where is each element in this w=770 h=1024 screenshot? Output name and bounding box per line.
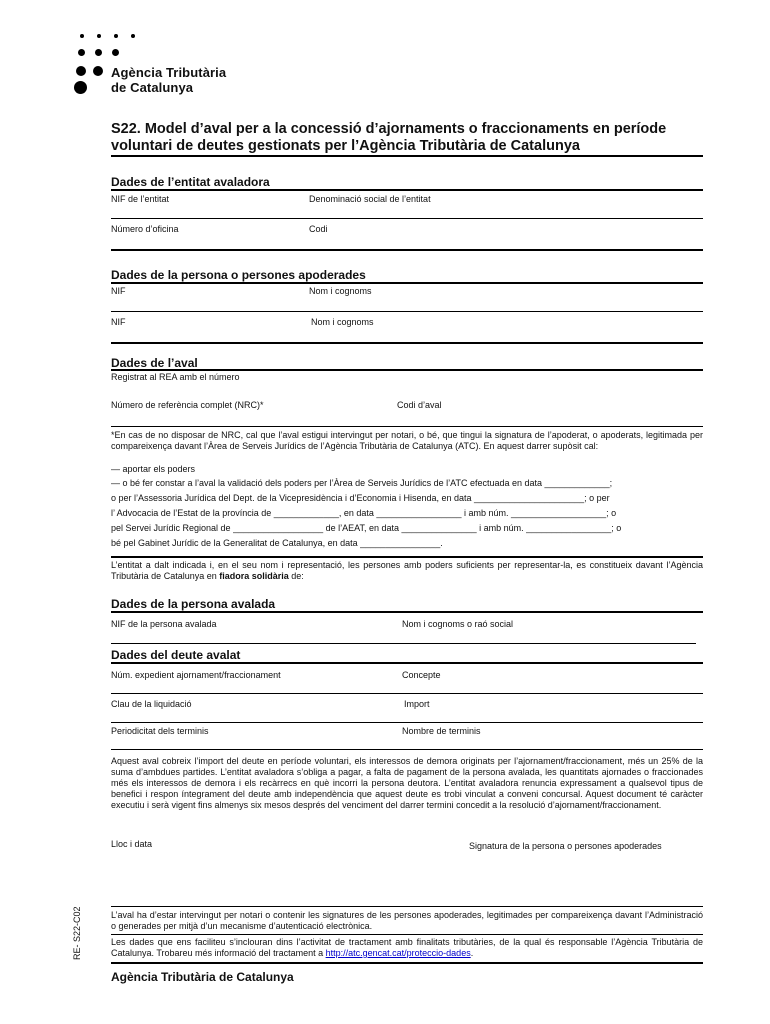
- coverage-paragraph: Aquest aval cobreix l’import del deute en període voluntari, els interessos de demora originats per l’ajornament/fraccionament, més un 25% de la suma d’ambdues partides. L’entitat avaladora s’obliga a pagar, a falta de pagament de la persona avalada, les quantitats ajornades o fraccionades més els interessos de demora i els recàrrecs en què incorri la persona deutora. L’entitat avaladora renuncia expressament a qualsevol tipus de benefici i respon íntegrament del deute amb independència que aquest deute es trobi vinculat a conveni concursal. Aquest document té caràcter executiu i serà vigent fins almenys six mesos després del venciment del darrer termini concedit a la resolució d’ajornament/fraccionament.: [111, 756, 703, 810]
- label-num-expedient: Núm. expedient ajornament/fraccionament: [111, 670, 281, 680]
- footer-note-2-tail: .: [470, 948, 474, 958]
- label-periodicitat: Periodicitat dels terminis: [111, 726, 209, 736]
- label-registrat-rea: Registrat al REA amb el número: [111, 372, 240, 382]
- label-nom-avalada: Nom i cognoms o raó social: [402, 619, 514, 629]
- field-line-apoderat-1[interactable]: [111, 311, 703, 312]
- label-import: Import: [404, 699, 430, 709]
- section-rule: [111, 282, 703, 284]
- fiadora-text: L’entitat a dalt indicada i, en el seu nom i representació, les persones amb poders suficients per representar-la, es constitueix davant l’Agència Tributària de Catalunya en: [111, 560, 703, 581]
- note-line-5: pel Servei Jurídic Regional de __________________ de l’AEAT, en data _______________ i amb núm. _________________; o: [111, 523, 622, 533]
- field-line-expedient[interactable]: [111, 693, 703, 694]
- label-nif-avalada: NIF de la persona avalada: [111, 619, 217, 629]
- footer-rule: [111, 906, 703, 907]
- side-form-code: RE- S22-C02: [72, 906, 82, 960]
- footer-note-1: L’aval ha d’estar intervingut per notari o contenir les signatures de les persones apoderades, legitimades per compareixença davant l’Administració o generades per mitjà d’un mecanisme d’autenticació electrònica.: [111, 910, 703, 931]
- section-entitat-heading: Dades de l’entitat avaladora: [111, 175, 270, 189]
- label-nif-entitat: NIF de l’entitat: [111, 194, 170, 204]
- field-line-nrc[interactable]: [111, 426, 703, 427]
- label-codi: Codi: [309, 224, 328, 234]
- nrc-note: *En cas de no disposar de NRC, cal que l’aval estigui intervingut per notari, o bé, que tingui la signatura de l’apoderat, o apoderats, legitimada per compareixença davant l’Àrea de Serveis Jurídics de l’Agència Tributària de Catalunya (ATC). En aquest darrer supòsit cal:: [111, 430, 703, 451]
- fiadora-tail: de:: [288, 571, 304, 581]
- logo-line2: de Catalunya: [111, 80, 194, 95]
- field-line-apoderat-2[interactable]: [111, 342, 703, 344]
- footer-brand: Agència Tributària de Catalunya: [111, 970, 294, 984]
- label-clau-liquidacio: Clau de la liquidació: [111, 699, 192, 709]
- label-signatura: Signatura de la persona o persones apoderades: [469, 841, 662, 851]
- field-line-oficina[interactable]: [111, 249, 703, 251]
- label-nrc: Número de referència complet (NRC)*: [111, 400, 264, 410]
- label-codi-aval: Codi d’aval: [397, 400, 442, 410]
- note-line-3: o per l’Assessoria Jurídica del Dept. de la Vicepresidència i d’Economia i Hisenda, en data ______________________; o per: [111, 493, 610, 503]
- label-nif-apoderat-1: NIF: [111, 286, 126, 296]
- section-apoderades-heading: Dades de la persona o persones apoderades: [111, 268, 366, 282]
- field-line-avalada[interactable]: [111, 643, 696, 644]
- section-deute-heading: Dades del deute avalat: [111, 648, 241, 662]
- label-concepte: Concepte: [402, 670, 441, 680]
- document-title: S22. Model d’aval per a la concessió d’ajornaments o fraccionaments en període voluntari de deutes gestionats per l’Agència Tributària de Catalunya: [111, 121, 667, 154]
- footer-note-2-text: Les dades que ens faciliteu s’inclouran dins l’activitat de tractament amb finalitats tributàries, de la qual és responsable l’Agència Tributària de Catalunya. Trobareu més informació del tractament a: [111, 937, 703, 958]
- note-line-6: bé pel Gabinet Jurídic de la Generalitat de Catalunya, en data ________________.: [111, 538, 443, 548]
- field-line-periodicitat[interactable]: [111, 749, 703, 750]
- title-rule: [111, 155, 703, 157]
- fiadora-bold: fiadora solidària: [219, 571, 289, 581]
- section-rule: [111, 189, 703, 191]
- label-nif-apoderat-2: NIF: [111, 317, 126, 327]
- footer-rule: [111, 962, 703, 964]
- note-line-4: l’ Advocacia de l’Estat de la província de _____________, en data _________________ i amb núm. ___________________; o: [111, 508, 617, 518]
- section-rule: [111, 662, 703, 664]
- field-line-entitat[interactable]: [111, 218, 703, 219]
- section-aval-heading: Dades de l’aval: [111, 356, 198, 370]
- footer-note-2: [111, 937, 703, 959]
- section-avalada-heading: Dades de la persona avalada: [111, 597, 276, 611]
- footer-rule: [111, 934, 703, 935]
- fiadora-statement: [111, 560, 703, 582]
- label-nom-apoderat-2: Nom i cognoms: [311, 317, 374, 327]
- label-oficina: Número d’oficina: [111, 224, 179, 234]
- field-line-clau[interactable]: [111, 722, 703, 723]
- label-lloc-data: Lloc i data: [111, 839, 153, 849]
- section-rule: [111, 369, 703, 371]
- label-nombre-terminis: Nombre de terminis: [402, 726, 481, 736]
- privacy-link[interactable]: http://atc.gencat.cat/proteccio-dades: [325, 948, 471, 958]
- label-denominacio: Denominació social de l’entitat: [309, 194, 431, 204]
- section-rule: [111, 556, 703, 558]
- note-line-2: — o bé fer constar a l’aval la validació dels poders per l’Àrea de Serveis Jurídics de l’ATC efectuada en data _____________;: [111, 478, 613, 488]
- label-nom-apoderat-1: Nom i cognoms: [309, 286, 372, 296]
- logo-line1: Agència Tributària: [111, 65, 227, 80]
- note-line-1: — aportar els poders: [111, 464, 196, 474]
- section-rule: [111, 611, 703, 613]
